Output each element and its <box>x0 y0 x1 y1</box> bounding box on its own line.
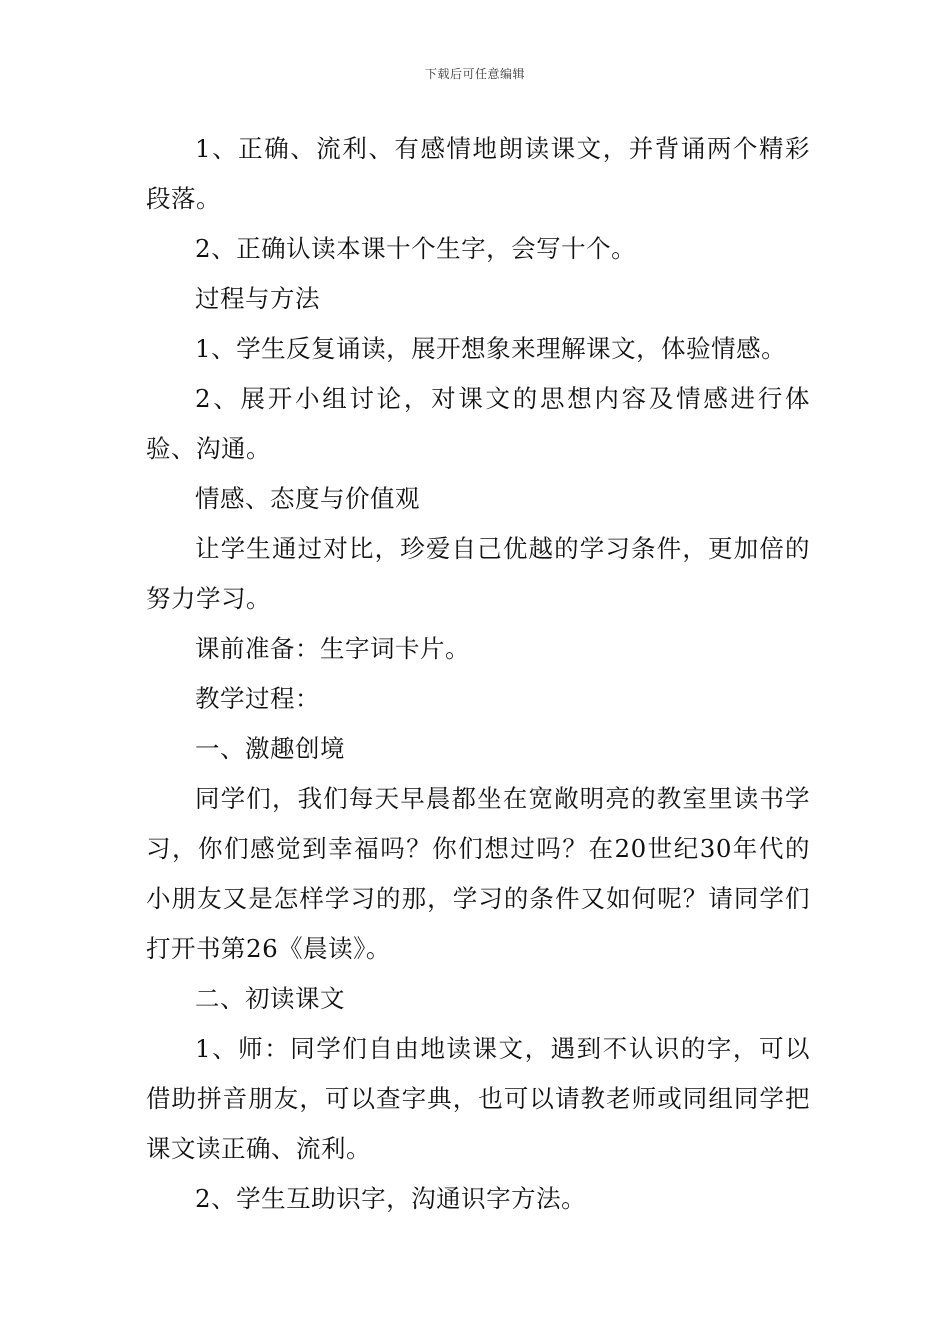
paragraph-reading-1: 1、师：同学们自由地读课文，遇到不认识的字，可以借助拼音朋友，可以查字典，也可以请教老师或同组同学把课文读正确、流利。 <box>146 1034 810 1163</box>
paragraph-process-2: 2、展开小组讨论，对课文的思想内容及情感进行体验、沟通。 <box>146 384 810 463</box>
section-heading-emotion-values: 情感、态度与价值观 <box>195 484 420 513</box>
section-heading-teaching-process: 教学过程： <box>195 684 320 713</box>
paragraph-objective-1: 1、正确、流利、有感情地朗读课文，并背诵两个精彩段落。 <box>146 134 810 213</box>
section-heading-step-1: 一、激趣创境 <box>195 734 345 763</box>
paragraph-objective-2: 2、正确认读本课十个生字，会写十个。 <box>195 234 637 263</box>
section-heading-process-method: 过程与方法 <box>195 284 320 313</box>
paragraph-emotion: 让学生通过对比，珍爱自己优越的学习条件，更加倍的努力学习。 <box>146 534 810 613</box>
paragraph-reading-2: 2、学生互助识字，沟通识字方法。 <box>195 1184 587 1213</box>
page-header: 下载后可任意编辑 <box>424 67 525 81</box>
document-body <box>146 124 810 1224</box>
section-heading-step-2: 二、初读课文 <box>195 984 345 1013</box>
paragraph-preparation: 课前准备：生字词卡片。 <box>195 634 470 663</box>
paragraph-process-1: 1、学生反复诵读，展开想象来理解课文，体验情感。 <box>195 334 787 363</box>
paragraph-introduction: 同学们，我们每天早晨都坐在宽敞明亮的教室里读书学习，你们感觉到幸福吗？你们想过吗？在20世纪30年代的小朋友又是怎样学习的那，学习的条件又如何呢？请同学们打开书第26《晨读》。 <box>146 784 810 963</box>
